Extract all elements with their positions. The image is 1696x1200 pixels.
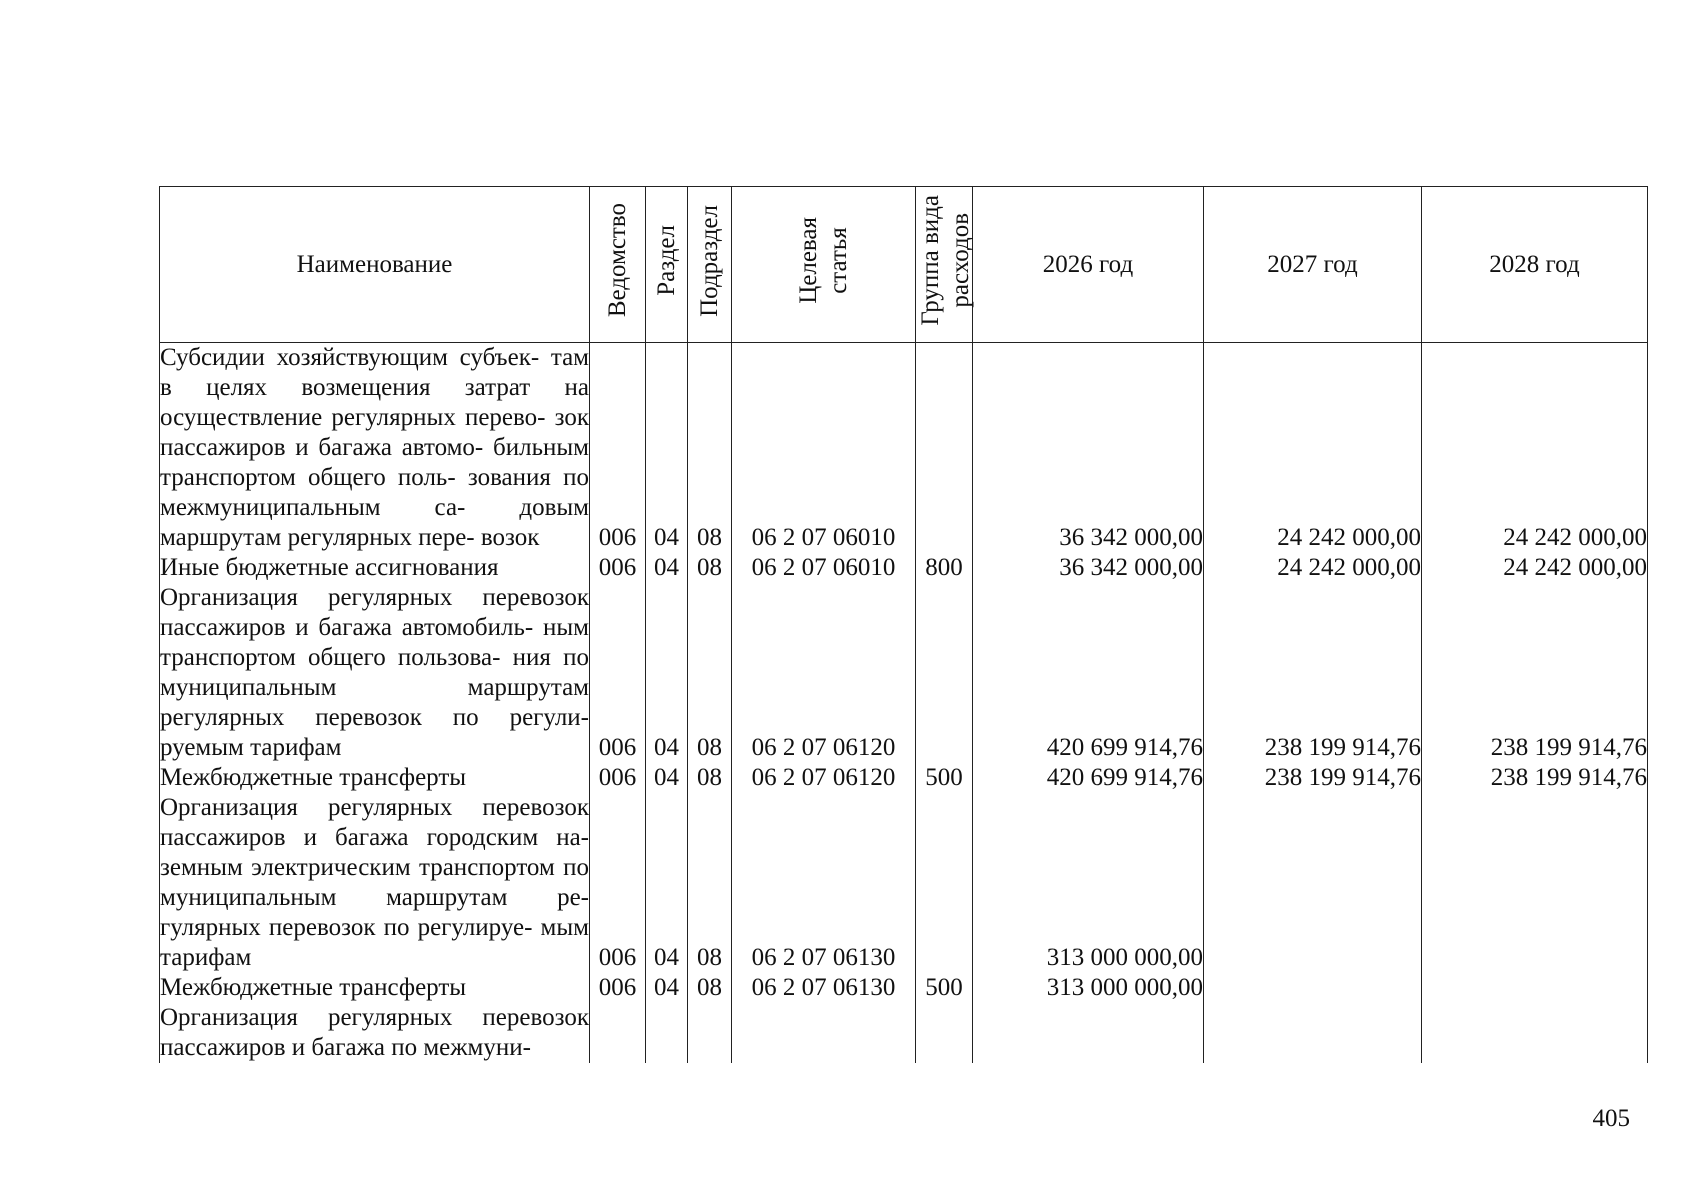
row-group bbox=[916, 583, 973, 763]
row-name: Субсидии хозяйствующим субъек- там в целях возмещения затрат на осуществление регулярных перево- зок пассажиров и багажа автомо- бильным транспортом общего поль- зования по межмуниципальным са- довым маршрутам регулярных пере- возок bbox=[160, 344, 589, 551]
row-section: 04 bbox=[646, 343, 688, 554]
row-article: 06 2 07 06130 bbox=[732, 793, 916, 973]
row-subsection bbox=[688, 1003, 732, 1063]
table-row bbox=[160, 553, 1648, 583]
row-article: 06 2 07 06010 bbox=[732, 343, 916, 554]
row-name: Организация регулярных перевозок пассажиров и багажа городским на- земным электрическим транспортом по муниципальным маршрутам ре- гулярных перевозок по регулируе- мым тарифам bbox=[160, 794, 589, 971]
row-group: 500 bbox=[916, 763, 973, 793]
table-row bbox=[160, 583, 1648, 763]
row-name: Иные бюджетные ассигнования bbox=[160, 553, 590, 583]
row-group: 500 bbox=[916, 973, 973, 1003]
row-dept: 006 bbox=[590, 553, 646, 583]
header-section: Раздел bbox=[646, 187, 688, 343]
row-2028: 238 199 914,76 bbox=[1422, 583, 1648, 763]
row-2028 bbox=[1422, 1003, 1648, 1063]
row-article: 06 2 07 06010 bbox=[732, 553, 916, 583]
row-2026: 36 342 000,00 bbox=[973, 553, 1204, 583]
header-subsection: Подраздел bbox=[688, 187, 732, 343]
row-group bbox=[916, 793, 973, 973]
header-department: Ведомство bbox=[590, 187, 646, 343]
row-dept: 006 bbox=[590, 793, 646, 973]
header-year-2026: 2026 год bbox=[973, 187, 1204, 343]
row-article bbox=[732, 1003, 916, 1063]
row-article: 06 2 07 06120 bbox=[732, 583, 916, 763]
header-year-2027: 2027 год bbox=[1204, 187, 1422, 343]
row-subsection: 08 bbox=[688, 343, 732, 554]
header-name: Наименование bbox=[160, 187, 590, 343]
table-row bbox=[160, 973, 1648, 1003]
row-dept: 006 bbox=[590, 343, 646, 554]
row-dept: 006 bbox=[590, 583, 646, 763]
row-2027 bbox=[1204, 1003, 1422, 1063]
row-group: 800 bbox=[916, 553, 973, 583]
page-number: 405 bbox=[1592, 1105, 1630, 1132]
row-subsection: 08 bbox=[688, 763, 732, 793]
table-row bbox=[160, 343, 1648, 554]
row-2026: 313 000 000,00 bbox=[973, 793, 1204, 973]
table-header-row bbox=[160, 187, 1648, 343]
row-2027: 24 242 000,00 bbox=[1204, 343, 1422, 554]
row-group bbox=[916, 1003, 973, 1063]
row-section: 04 bbox=[646, 973, 688, 1003]
row-2028: 24 242 000,00 bbox=[1422, 343, 1648, 554]
row-dept: 006 bbox=[590, 763, 646, 793]
row-2028 bbox=[1422, 973, 1648, 1003]
row-2026 bbox=[973, 1003, 1204, 1063]
row-2027: 238 199 914,76 bbox=[1204, 763, 1422, 793]
row-dept: 006 bbox=[590, 973, 646, 1003]
row-name: Межбюджетные трансферты bbox=[160, 763, 590, 793]
row-article: 06 2 07 06120 bbox=[732, 763, 916, 793]
row-name: Межбюджетные трансферты bbox=[160, 973, 590, 1003]
table-row bbox=[160, 763, 1648, 793]
row-2026: 420 699 914,76 bbox=[973, 763, 1204, 793]
row-subsection: 08 bbox=[688, 973, 732, 1003]
table-row bbox=[160, 1003, 1648, 1063]
row-section: 04 bbox=[646, 793, 688, 973]
row-section: 04 bbox=[646, 553, 688, 583]
row-name: Организация регулярных перевозок пассажиров и багажа автомобиль- ным транспортом общего пользова- ния по муниципальным маршрутам регулярных перевозок по регули- руемым тарифам bbox=[160, 584, 589, 761]
row-2026: 36 342 000,00 bbox=[973, 343, 1204, 554]
row-dept bbox=[590, 1003, 646, 1063]
header-year-2028: 2028 год bbox=[1422, 187, 1648, 343]
row-article: 06 2 07 06130 bbox=[732, 973, 916, 1003]
row-2027 bbox=[1204, 973, 1422, 1003]
row-2028: 238 199 914,76 bbox=[1422, 763, 1648, 793]
budget-table bbox=[159, 186, 1648, 1063]
header-expense-group: Группа вида расходов bbox=[916, 187, 973, 343]
row-2026: 313 000 000,00 bbox=[973, 973, 1204, 1003]
row-subsection: 08 bbox=[688, 553, 732, 583]
row-subsection: 08 bbox=[688, 583, 732, 763]
row-2027: 24 242 000,00 bbox=[1204, 553, 1422, 583]
table-row bbox=[160, 793, 1648, 973]
row-2027 bbox=[1204, 793, 1422, 973]
row-section: 04 bbox=[646, 583, 688, 763]
row-section bbox=[646, 1003, 688, 1063]
row-2028: 24 242 000,00 bbox=[1422, 553, 1648, 583]
row-2028 bbox=[1422, 793, 1648, 973]
row-2026: 420 699 914,76 bbox=[973, 583, 1204, 763]
header-target-article: Целевая статья bbox=[732, 187, 916, 343]
row-2027: 238 199 914,76 bbox=[1204, 583, 1422, 763]
row-name: Организация регулярных перевозок пассажиров и багажа по межмуни- bbox=[160, 1004, 589, 1061]
row-group bbox=[916, 343, 973, 554]
row-subsection: 08 bbox=[688, 793, 732, 973]
row-section: 04 bbox=[646, 763, 688, 793]
